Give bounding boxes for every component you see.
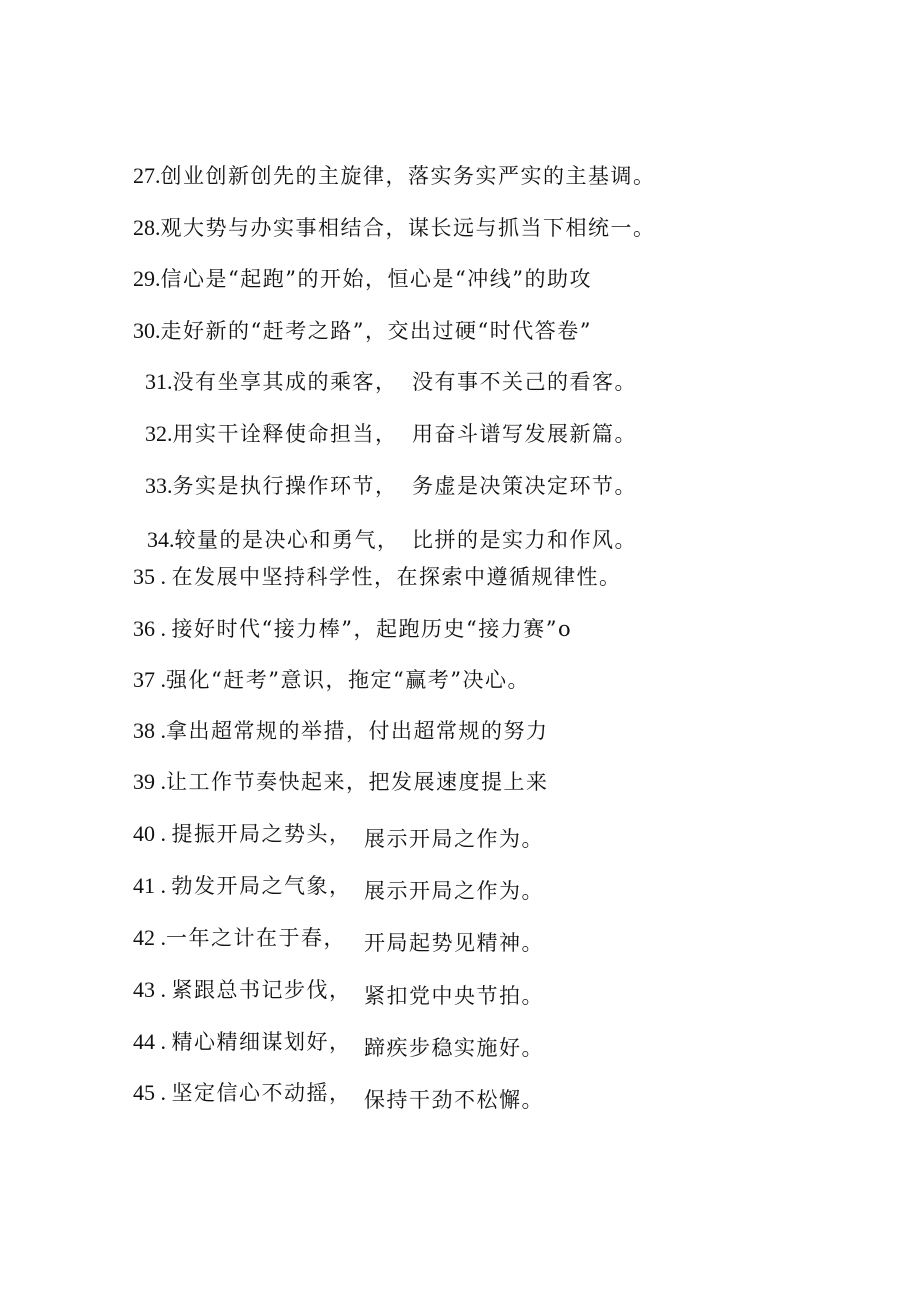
item-number: 27. [133, 163, 161, 188]
item-separator: . [155, 1080, 172, 1105]
item-separator: . [155, 616, 172, 641]
item-separator: . [155, 1029, 172, 1054]
item-text-second: 务虚是决策决定环节。 [412, 474, 637, 498]
item-number: 40 [133, 821, 155, 846]
item-text: 用实干诠释使命担当， [172, 422, 398, 446]
item-separator: . [155, 667, 166, 692]
item-text: 在发展中坚持科学性，在探索中遵循规律性。 [171, 565, 622, 589]
item-number: 37 [133, 667, 155, 692]
item-text: 勃发开局之气象， [171, 874, 352, 898]
item-number: 45 [133, 1080, 155, 1105]
item-text: 强化“赶考”意识，拖定“赢考”决心。 [166, 668, 530, 692]
item-text: 拿出超常规的举措，付出超常规的努力 [166, 719, 549, 743]
list-item [133, 872, 352, 900]
list-item [147, 526, 400, 554]
item-number: 41 [133, 873, 155, 898]
item-text: 坚定信心不动摇， [171, 1081, 352, 1105]
list-item [133, 666, 530, 694]
item-text-second: 展示开局之作为。 [364, 827, 544, 851]
item-separator: . [155, 977, 172, 1002]
item-text: 务实是执行操作环节， [172, 474, 398, 498]
item-separator: . [155, 769, 166, 794]
item-number: 39 [133, 769, 155, 794]
list-item [145, 368, 398, 396]
item-separator: . [155, 873, 172, 898]
item-text: 没有坐享其成的乘客， [172, 370, 398, 394]
item-separator: . [155, 718, 166, 743]
item-text: 创业创新创先的主旋律，落实务实严实的主基调。 [160, 164, 656, 188]
item-text-second: 蹄疾步稳实施好。 [364, 1036, 544, 1060]
item-text-second: 用奋斗谱写发展新篇。 [412, 422, 637, 446]
item-text-second: 展示开局之作为。 [364, 879, 544, 903]
list-item [145, 472, 398, 500]
item-text: 让工作节奏快起来，把发展速度提上来 [166, 770, 549, 794]
item-text: 较量的是决心和勇气， [174, 528, 400, 552]
item-text-second: 紧扣党中央节拍。 [364, 984, 544, 1008]
list-item [133, 820, 352, 848]
item-text: 紧跟总书记步伐， [171, 978, 352, 1002]
item-number: 38 [133, 718, 155, 743]
item-number: 30. [133, 318, 161, 343]
item-text: 一年之计在于春， [166, 926, 346, 950]
item-text-second: 开局起势见精神。 [364, 931, 544, 955]
item-text: 精心精细谋划好， [171, 1030, 352, 1054]
item-number: 42 [133, 925, 155, 950]
item-number: 35 [133, 564, 155, 589]
item-text-second: 没有事不关己的看客。 [412, 370, 637, 394]
list-item [133, 162, 656, 190]
list-item [133, 214, 656, 242]
list-item [133, 317, 592, 345]
item-text: 走好新的“赶考之路”，交出过硬“时代答卷” [160, 319, 592, 343]
item-number: 31. [145, 369, 173, 394]
item-number: 43 [133, 977, 155, 1002]
item-number: 29. [133, 266, 161, 291]
item-number: 44 [133, 1029, 155, 1054]
item-number: 28. [133, 215, 161, 240]
item-text-second: 比拼的是实力和作风。 [412, 528, 637, 552]
item-number: 36 [133, 616, 155, 641]
list-item [133, 615, 572, 643]
list-item [133, 563, 622, 591]
item-number: 32. [145, 421, 173, 446]
item-text: 提振开局之势头， [171, 822, 352, 846]
list-item [133, 1079, 352, 1107]
item-separator: . [155, 925, 166, 950]
list-item [133, 924, 346, 952]
item-number: 34. [147, 527, 175, 552]
item-separator: . [155, 564, 172, 589]
item-text: 接好时代“接力棒”，起跑历史“接力赛”o [171, 617, 573, 641]
item-text-second: 保持干劲不松懈。 [364, 1088, 544, 1112]
item-text: 信心是“起跑”的开始，恒心是“冲线”的助攻 [160, 267, 592, 291]
list-item [133, 768, 549, 796]
list-item [133, 265, 592, 293]
list-item [145, 420, 398, 448]
item-separator: . [155, 821, 172, 846]
list-item [133, 976, 352, 1004]
item-number: 33. [145, 473, 173, 498]
list-item [133, 1028, 352, 1056]
item-text: 观大势与办实事相结合，谋长远与抓当下相统一。 [160, 216, 656, 240]
list-item [133, 717, 549, 745]
